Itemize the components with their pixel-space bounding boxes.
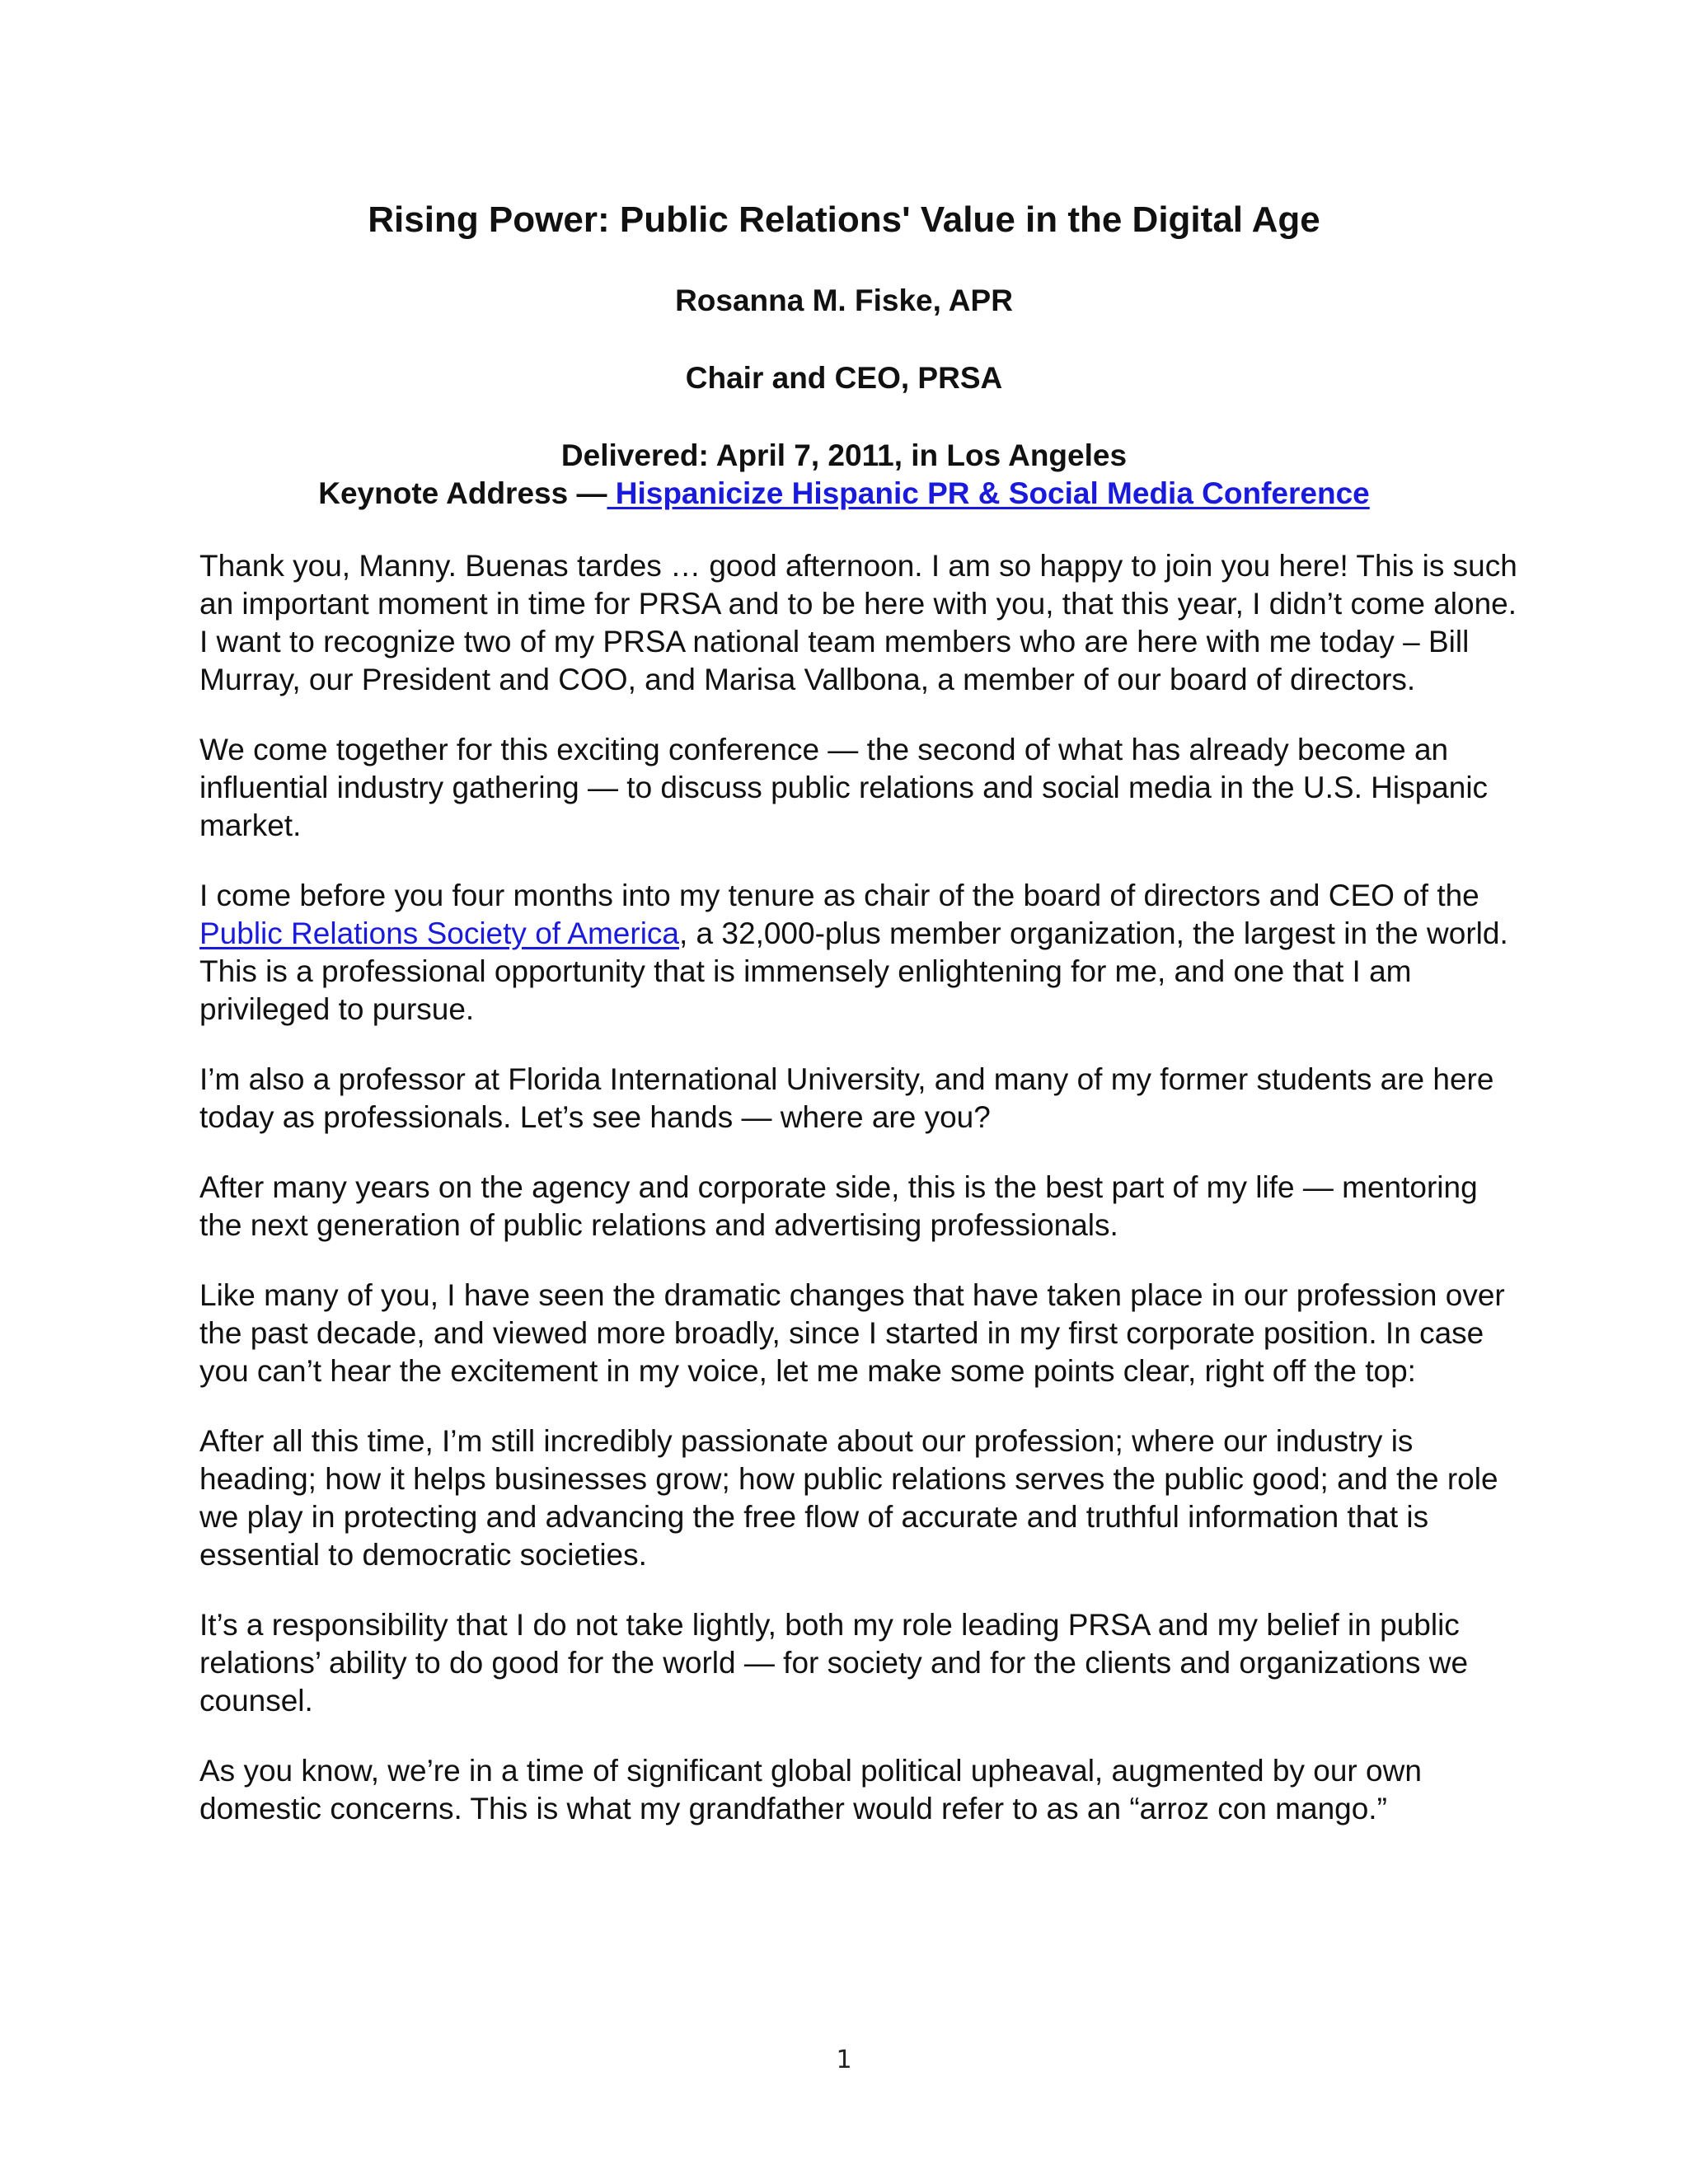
page-number: 1 [836,2046,852,2074]
document-title: Rising Power: Public Relations' Value in the Digital Age [368,199,1320,240]
paragraph-8: It’s a responsibility that I do not take lightly, both my role leading PRSA and my belief in public relations’ ability to do good for the world — for society and for the clients and organizations we counsel. [199,1608,1469,1718]
paragraph-3-text-after: , a 32,000-plus member organization, the largest in the world. This is a professional opportunity that is immensely enlightening for me, and one that I am privileged to pursue. [199,916,1508,1026]
prsa-link[interactable]: Public Relations Society of America [199,916,679,950]
speech-body [199,547,1518,1860]
paragraph-7: After all this time, I’m still incredibly passionate about our profession; where our industry is heading; how it helps businesses grow; how public relations serves the public good; and the role we play in protecting and advancing the free flow of accurate and truthful information that is essential to democratic societies. [199,1424,1498,1572]
keynote-line [0,475,1688,513]
paragraph-5: After many years on the agency and corporate side, this is the best part of my life — mentoring the next generation of public relations and advertising professionals. [199,1170,1478,1242]
delivery-info: Delivered: April 7, 2011, in Los Angeles [560,438,1128,472]
keynote-prefix: Keynote Address — [318,476,607,510]
paragraph-3 [199,877,1518,1029]
author-name: Rosanna M. Fiske, APR [675,284,1013,317]
paragraph-2: We come together for this exciting conference — the second of what has already become an influential industry gathering — to discuss public relations and social media in the U.S. Hispanic market. [199,733,1489,842]
paragraph-4: I’m also a professor at Florida International University, and many of my former students are here today as professionals. Let’s see hands — where are you? [199,1062,1494,1134]
paragraph-3-text-before: I come before you four months into my tenure as chair of the board of directors and CEO of the [199,879,1479,912]
conference-link[interactable]: Hispanicize Hispanic PR & Social Media Conference [607,476,1370,510]
paragraph-9: As you know, we’re in a time of significant global political upheaval, augmented by our own domestic concerns. This is what my grandfather would refer to as an “arroz con mango.” [199,1754,1422,1825]
paragraph-1: Thank you, Manny. Buenas tardes … good afternoon. I am so happy to join you here! This is such an important moment in time for PRSA and to be here with you, that this year, I didn’t come alone. I want to recognize two of my PRSA national team members who are here with me today – Bill Murray, our President and COO, and Marisa Vallbona, a member of our board of directors. [199,549,1517,696]
author-role: Chair and CEO, PRSA [685,361,1003,395]
paragraph-6: Like many of you, I have seen the dramatic changes that have taken place in our profession over the past decade, and viewed more broadly, since I started in my first corporate position. In case you can’t hear the excitement in my voice, let me make some points clear, right off the top: [199,1278,1505,1388]
